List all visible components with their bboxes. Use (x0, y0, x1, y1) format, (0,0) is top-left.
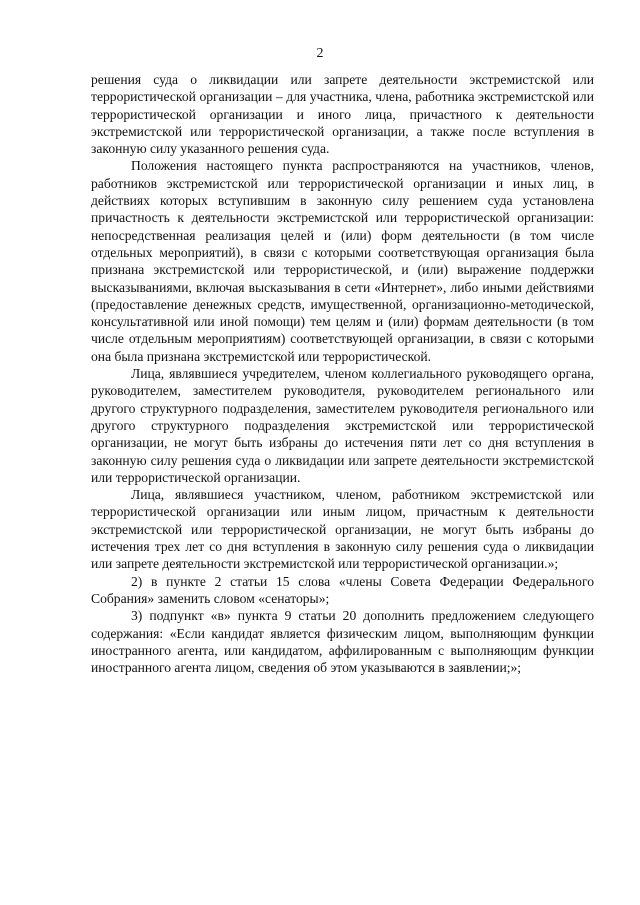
paragraph-founders-restriction: Лица, являвшиеся учредителем, членом коллегиального руководящего органа, руководителем, заместителем руководителя, руководителем регионального или другого структурного подразделения, заместителем руководителя регионального или другого структурного подразделения экстремистской или террористической организации, не могут быть избраны до истечения пяти лет со дня вступления в законную силу решения суда о ликвидации или запрете деятельности экстремистской или террористической организации. (91, 366, 594, 485)
paragraph-continuation: решения суда о ликвидации или запрете деятельности экстремистской или террористической организации – для участника, члена, работника экстремистской или террористической организации и иного лица, причастного к деятельности экстремистской или террористической организации, а также после вступления в законную силу указанного решения суда. (91, 72, 594, 157)
paragraph-amendment-3: 3) подпункт «в» пункта 9 статьи 20 дополнить предложением следующего содержания: «Если кандидат является физическим лицом, выполняющим функции иностранного агента, или кандидатом, аффилированным с выполняющим функции иностранного агента лицом, сведения об этом указываются в заявлении;»; (91, 608, 594, 676)
paragraph-amendment-2: 2) в пункте 2 статьи 15 слова «члены Совета Федерации Федерального Собрания» заменить словом «сенаторы»; (91, 573, 594, 606)
page-number: 2 (316, 46, 324, 61)
paragraph-participants-restriction: Лица, являвшиеся участником, членом, работником экстремистской или террористической организации или иным лицом, причастным к деятельности экстремистской или террористической организации, не могут быть избраны до истечения трех лет со дня вступления в законную силу решения суда о ликвидации или запрете деятельности экстремистской или террористической организации.»; (91, 487, 594, 572)
paragraph-provisions-scope: Положения настоящего пункта распространяются на участников, членов, работников экстремистской или террористической организации и иных лиц, в действиях которых вступившим в законную силу решением суда установлена причастность к деятельности экстремистской или террористической организации: непосредственная реализация целей и (или) форм деятельности (в том числе отдельных мероприятий), в связи с которыми соответствующая организация была признана экстремистской или террористической, и (или) выражение поддержки высказываниями, включая высказывания в сети «Интернет», либо иными действиями (предоставление денежных средств, имущественной, организационно-методической, консультативной или иной помощи) тем целям и (или) формам деятельности (в том числе отдельным мероприятиям) соответствующей организации, в связи с которыми она была признана экстремистской или террористической. (91, 158, 594, 364)
document-body (91, 71, 594, 676)
